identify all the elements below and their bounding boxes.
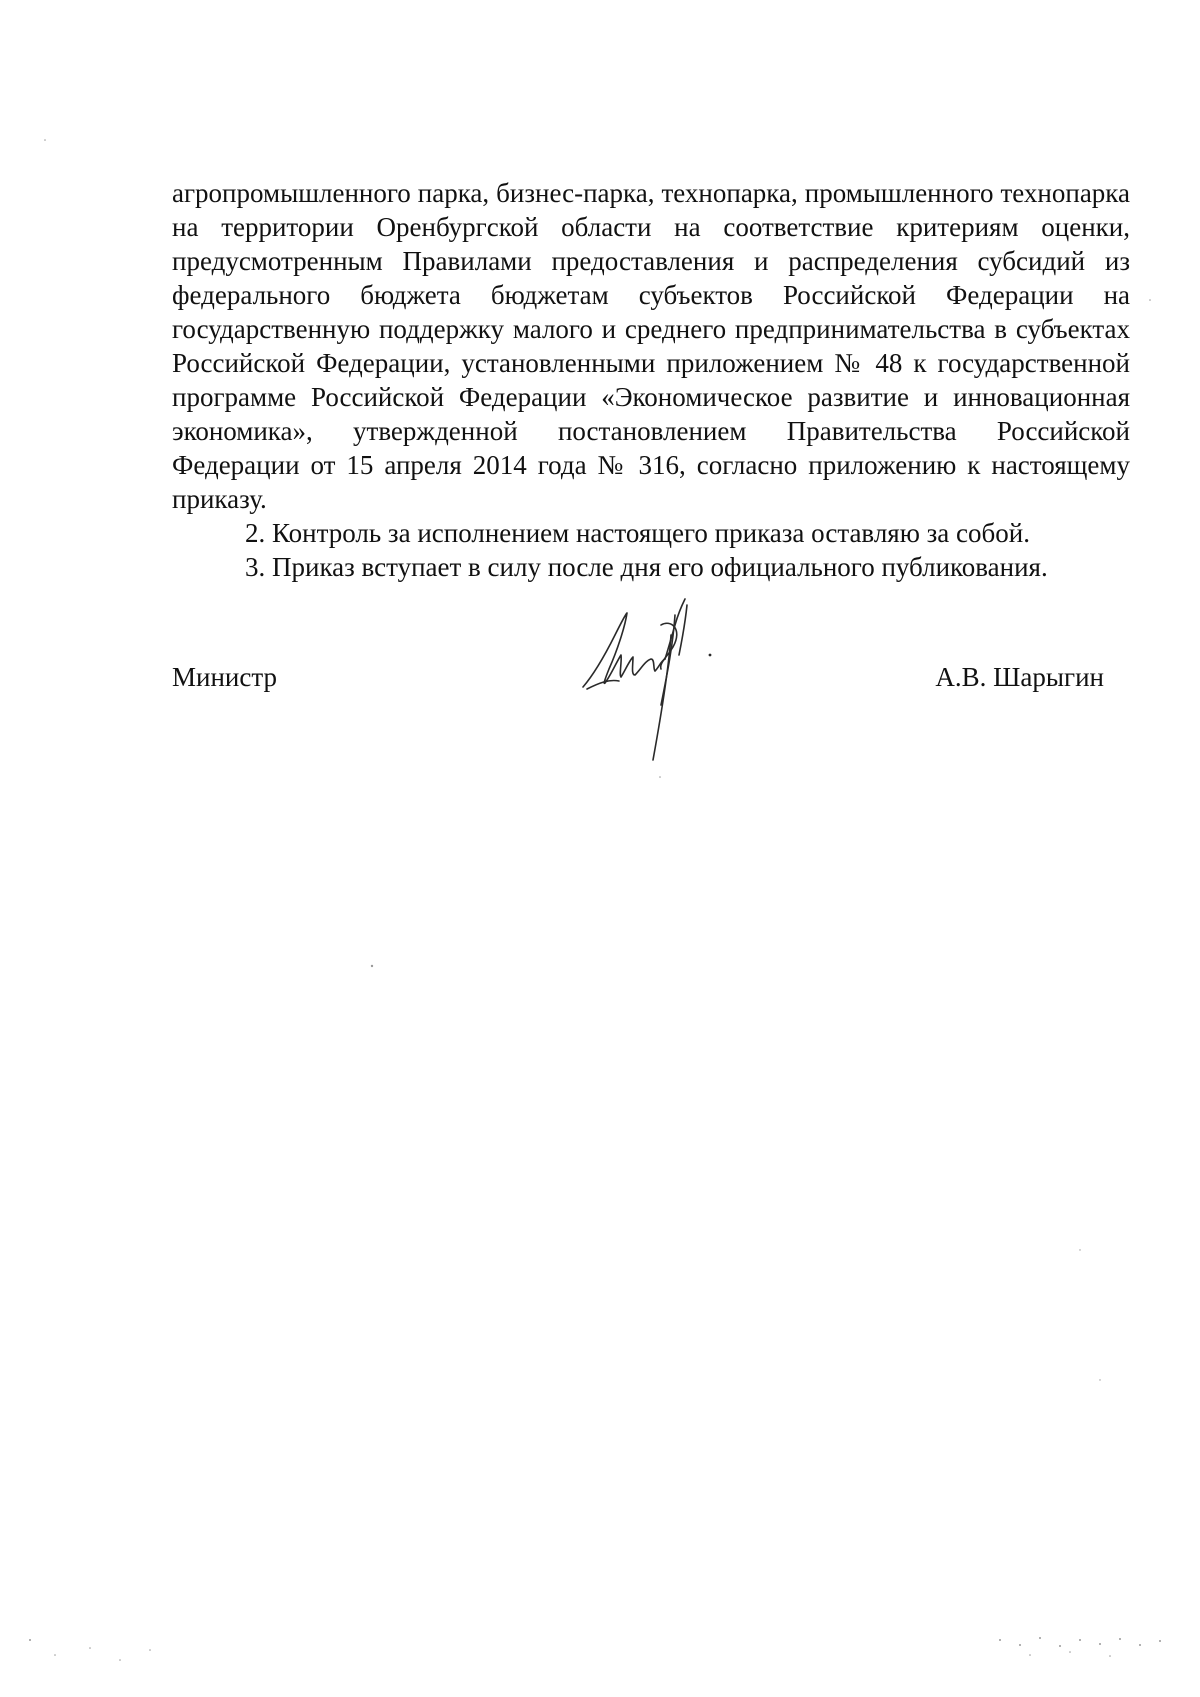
paragraph-effective-date: 3. Приказ вступает в силу после дня его официального публикования.: [245, 552, 1048, 582]
paragraph-control: 2. Контроль за исполнением настоящего приказа оставляю за собой.: [245, 518, 1030, 548]
signatory-position: Министр: [172, 662, 277, 692]
signatory-name: А.В. Шарыгин: [935, 662, 1104, 692]
document-body: [172, 176, 1130, 584]
paragraph-criteria: агропромышленного парка, бизнес-парка, технопарка, промышленного технопарка на территории Оренбургской области на соответствие критериям оценки, предусмотренным Правилами предоставления и распределения субсидий из федерального бюджета бюджетам субъектов Российской Федерации на государственную поддержку малого и среднего предпринимательства в субъектах Российской Федерации, установленными приложением № 48 к государственной программе Российской Федерации «Экономическое развитие и инновационная экономика», утвержденной постановлением Правительства Российской Федерации от 15 апреля 2014 года № 316, согласно приложению к настоящему приказу.: [172, 178, 1130, 514]
handwritten-signature: [575, 595, 725, 765]
